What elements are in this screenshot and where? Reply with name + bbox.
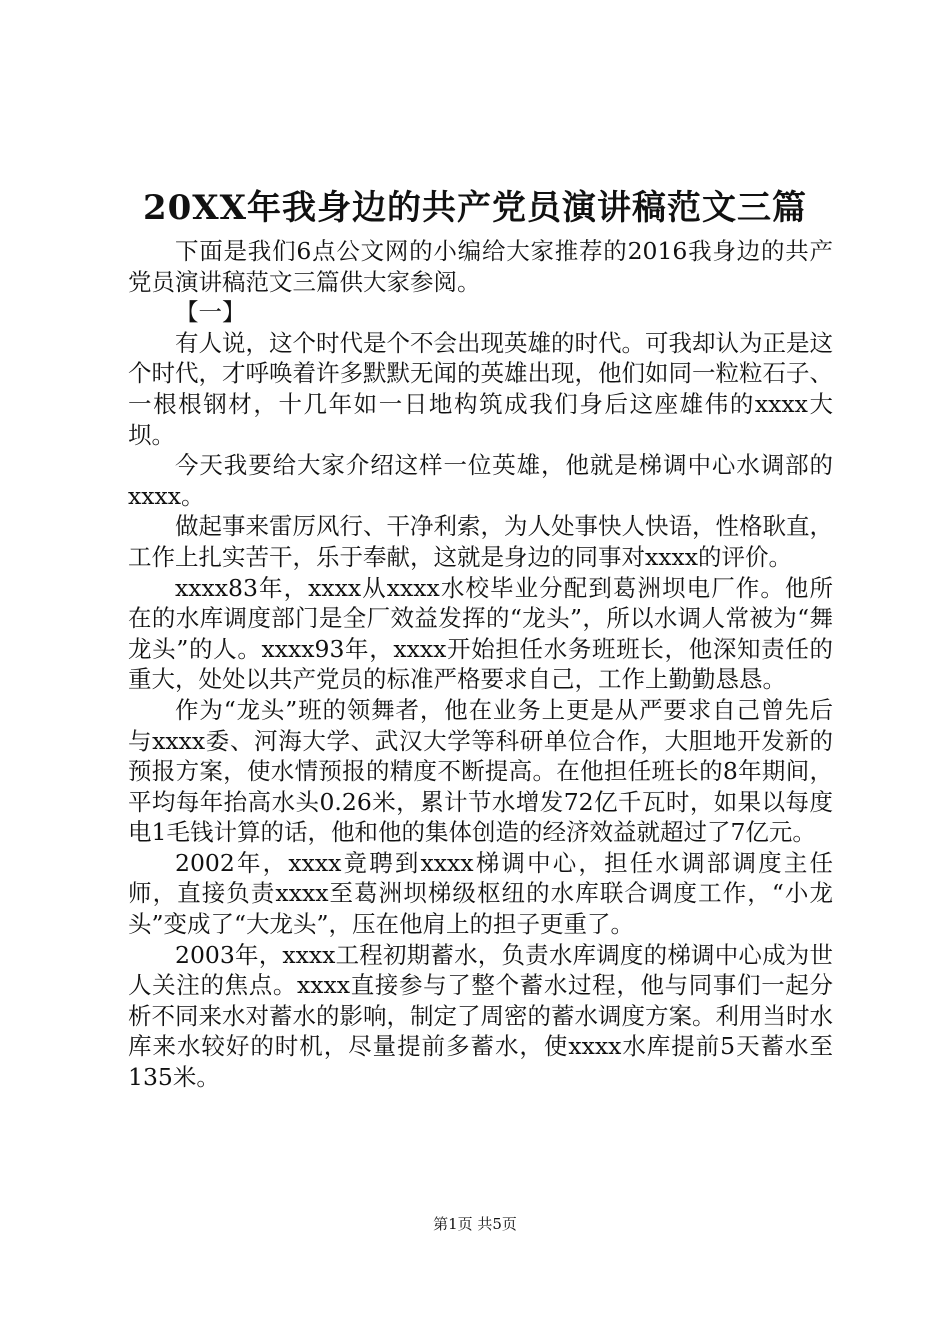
paragraph: 有人说，这个时代是个不会出现英雄的时代。可我却认为正是这个时代，才呼唤着许多默默无闻的英雄出现，他们如同一粒粒石子、一根根钢材，十几年如一日地构筑成我们身后这座雄伟的xxxx大坝。 <box>128 328 833 449</box>
document-body <box>128 236 833 1093</box>
paragraph-intro: 下面是我们6点公文网的小编给大家推荐的2016我身边的共产党员演讲稿范文三篇供大家参阅。 <box>128 237 833 296</box>
page-footer: 第1页 共5页 <box>433 1215 517 1233</box>
paragraph: xxxx83年，xxxx从xxxx水校毕业分配到葛洲坝电厂作。他所在的水库调度部门是全厂效益发挥的“龙头”，所以水调人常被为“舞龙头”的人。xxxx93年，xxxx开始担任水务班班长，他深知责任的重大，处处以共产党员的标准严格要求自己，工作上勤勤恳恳。 <box>128 573 833 694</box>
paragraph: 2002年，xxxx竟聘到xxxx梯调中心，担任水调部调度主任师，直接负责xxxx至葛洲坝梯级枢纽的水库联合调度工作，“小龙头”变成了“大龙头”，压在他肩上的担子更重了。 <box>128 848 833 939</box>
paragraph: 2003年，xxxx工程初期蓄水，负责水库调度的梯调中心成为世人关注的焦点。xxxx直接参与了整个蓄水过程，他与同事们一起分析不同来水对蓄水的影响，制定了周密的蓄水调度方案。利用当时水库来水较好的时机，尽量提前多蓄水，使xxxx水库提前5天蓄水至135米。 <box>128 940 833 1092</box>
paragraph: 做起事来雷厉风行、干净利索，为人处事快人快语，性格耿直，工作上扎实苦干，乐于奉献，这就是身边的同事对xxxx的评价。 <box>128 512 833 571</box>
document-title: 20XX年我身边的共产党员演讲稿范文三篇 <box>142 188 808 228</box>
paragraph: 作为“龙头”班的领舞者，他在业务上更是从严要求自己曾先后与xxxx委、河海大学、武汉大学等科研单位合作，大胆地开发新的预报方案，使水情预报的精度不断提高。在他担任班长的8年期间，平均每年抬高水头0.26米，累计节水增发72亿千瓦时，如果以每度电1毛钱计算的话，他和他的集体创造的经济效益就超过了7亿元。 <box>128 695 833 847</box>
paragraph: 今天我要给大家介绍这样一位英雄，他就是梯调中心水调部的xxxx。 <box>128 451 833 510</box>
section-heading: 【一】 <box>175 298 246 327</box>
